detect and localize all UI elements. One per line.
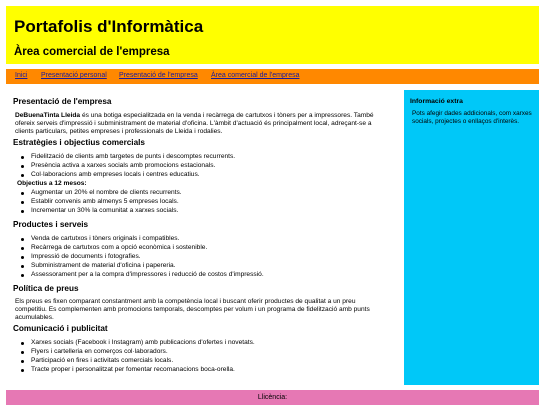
nav-link-area-comercial[interactable]: Àrea comercial de l'empresa [211, 72, 300, 79]
site-title: Portafolis d'Informàtica [14, 17, 204, 36]
preus-text: Els preus es fixen comparant constantment amb la competència local i buscant oferir productes de qualitat a un preu competitiu. Es complementen amb promocions temporals, descomptes per volum i un programa de fidelització amb punts acumulables. [15, 298, 370, 321]
list-item: Col·laboracions amb empreses locals i centres educatius. [31, 171, 235, 180]
page-footer [6, 390, 539, 405]
footer-license: Llicència: [257, 394, 288, 401]
list-item: Flyers i cartelleria en comerços col·laboradors. [31, 348, 255, 357]
page-subtitle: Àrea comercial de l'empresa [14, 46, 170, 58]
sidebar-title: Informació extra [410, 98, 463, 105]
objectius-title: Objectius a 12 mesos: [17, 180, 87, 187]
nav-link-presentacio-personal[interactable]: Presentació personal [41, 72, 107, 79]
comunicacio-list [31, 339, 255, 375]
objectius-list [31, 189, 182, 216]
main-content [6, 90, 400, 385]
nav-bar [6, 69, 539, 84]
list-item: Recàrrega de cartutxos com a opció econòmica i sostenible. [31, 244, 264, 253]
list-item: Subministrament de material d'oficina i papereria. [31, 262, 264, 271]
page-header [6, 6, 539, 64]
list-item: Impressió de documents i fotografies. [31, 253, 264, 262]
list-item: Venda de cartutxos i tòners originals i compatibles. [31, 235, 264, 244]
presentacio-text [15, 112, 387, 136]
section-heading-productes: Productes i serveis [13, 220, 89, 229]
company-name: DeBuenaTinta Lleida [15, 112, 81, 119]
estrategies-list [31, 153, 235, 180]
section-heading-preus: Política de preus [13, 284, 79, 293]
list-item: Presència activa a xarxes socials amb promocions estacionals. [31, 162, 235, 171]
presentacio-body: és una botiga especialitzada en la venda i recàrrega de cartutxos i tòners per a impressores. També ofereix serveis d'impressió i subministrament de material d'oficina. L'àmbit d'actuació és principalment local, adreçant-se a clients particulars, petites empreses i professionals de Lleida i rodalies. [15, 112, 374, 135]
nav-link-inici[interactable]: Inici [15, 72, 28, 79]
nav-link-presentacio-empresa[interactable]: Presentació de l'empresa [119, 72, 198, 79]
section-heading-estrategies: Estratègies i objectius comercials [13, 138, 145, 147]
list-item: Xarxes socials (Facebook i Instagram) amb publicacions d'ofertes i novetats. [31, 339, 255, 346]
section-heading-comunicacio: Comunicació i publicitat [13, 324, 108, 333]
section-heading-presentacio: Presentació de l'empresa [13, 97, 112, 106]
list-item: Tracte proper i personalitzat per fomentar recomanacions boca-orella. [31, 366, 255, 375]
sidebar-extra-info [404, 90, 539, 385]
list-item: Assessorament per a la compra d'impressores i reducció de costos d'impressió. [31, 271, 264, 278]
productes-list [31, 235, 264, 280]
list-item: Fidelització de clients amb targetes de punts i descomptes recurrents. [31, 153, 236, 160]
list-item: Augmentar un 20% el nombre de clients recurrents. [31, 189, 182, 196]
list-item: Participació en fires i activitats comercials locals. [31, 357, 255, 366]
list-item: Incrementar un 30% la comunitat a xarxes socials. [31, 207, 182, 216]
sidebar-text: Pots afegir dades addicionals, com xarxes socials, projectes o enllaços d'interès. [412, 110, 532, 125]
list-item: Establir convenis amb almenys 5 empreses locals. [31, 198, 182, 207]
